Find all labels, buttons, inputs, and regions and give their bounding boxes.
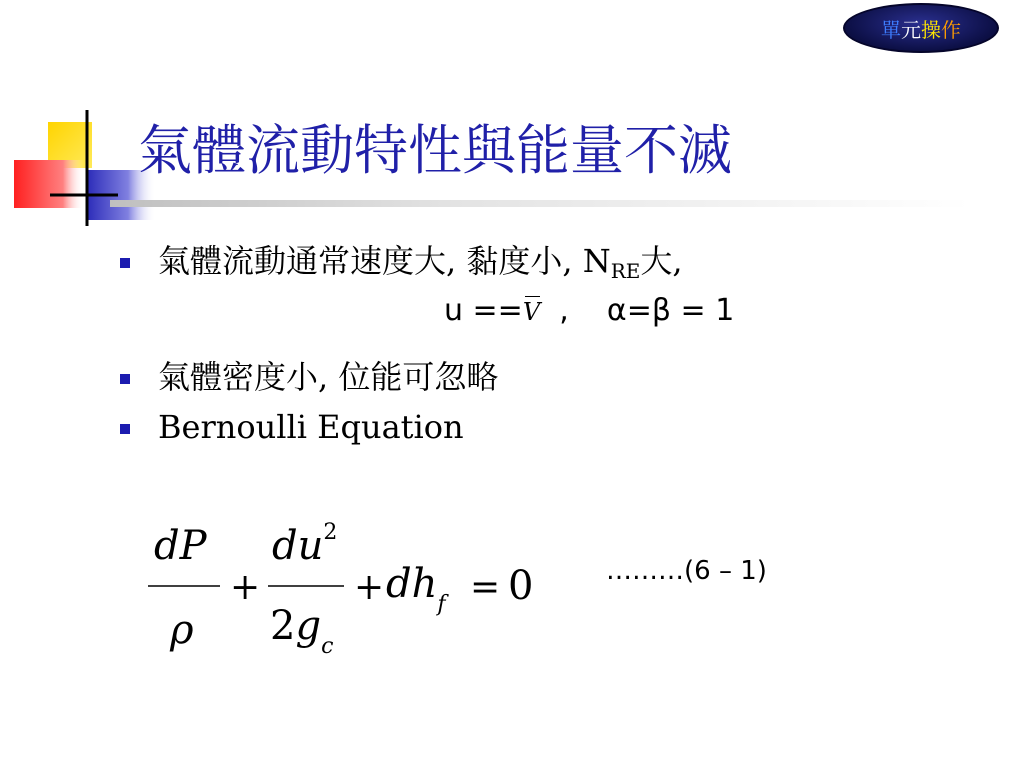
eq-term1-denominator: ρ [170, 607, 194, 653]
bullet-square-icon [120, 424, 130, 434]
velocity-u-label: u == [444, 293, 523, 328]
eq-term3: $dh_f$ [386, 561, 446, 617]
eq-term2-numerator: $du^2$ [272, 520, 338, 569]
eq-rhs-zero: 0 [508, 563, 534, 609]
badge-char-4: 作 [941, 17, 961, 42]
velocity-relation [444, 293, 734, 328]
reynolds-subscript: RE [610, 259, 641, 283]
eq-term2-denominator: $2g_c$ [270, 603, 334, 659]
bullet-item-flow-velocity [120, 236, 683, 283]
bullet-item-density [120, 352, 498, 398]
title-decoration [0, 100, 160, 230]
bullet-square-icon [120, 374, 130, 384]
bullet-text-pre: 氣體流動通常速度大, 黏度小, N [158, 242, 611, 280]
equation-number: ………(6 – 1) [606, 556, 767, 586]
eq-plus-2: + [354, 567, 385, 608]
title-underline [110, 200, 970, 207]
bullet-square-icon [120, 258, 130, 268]
unit-operation-badge[interactable] [843, 3, 999, 53]
eq-plus-1: + [230, 567, 261, 608]
bullet-item-bernoulli [120, 408, 464, 446]
bullet-text: Bernoulli Equation [158, 408, 464, 446]
eq-term1-numerator: dP [154, 523, 207, 569]
badge-char-3: 操 [921, 17, 941, 42]
badge-char-2: 元 [901, 17, 921, 42]
badge-char-1: 單 [881, 17, 901, 42]
mean-velocity-symbol: V [522, 298, 541, 326]
deco-red-bar [14, 160, 84, 208]
slide-title: 氣體流動特性與能量不滅 [138, 119, 732, 182]
bullet-text [158, 236, 683, 283]
alpha-beta-relation: , α=β = 1 [540, 293, 735, 328]
eq-equals: = [470, 567, 501, 608]
bullet-text-post: 大, [640, 242, 683, 280]
bullet-text: 氣體密度小, 位能可忽略 [158, 358, 499, 396]
bernoulli-equation [140, 515, 560, 665]
